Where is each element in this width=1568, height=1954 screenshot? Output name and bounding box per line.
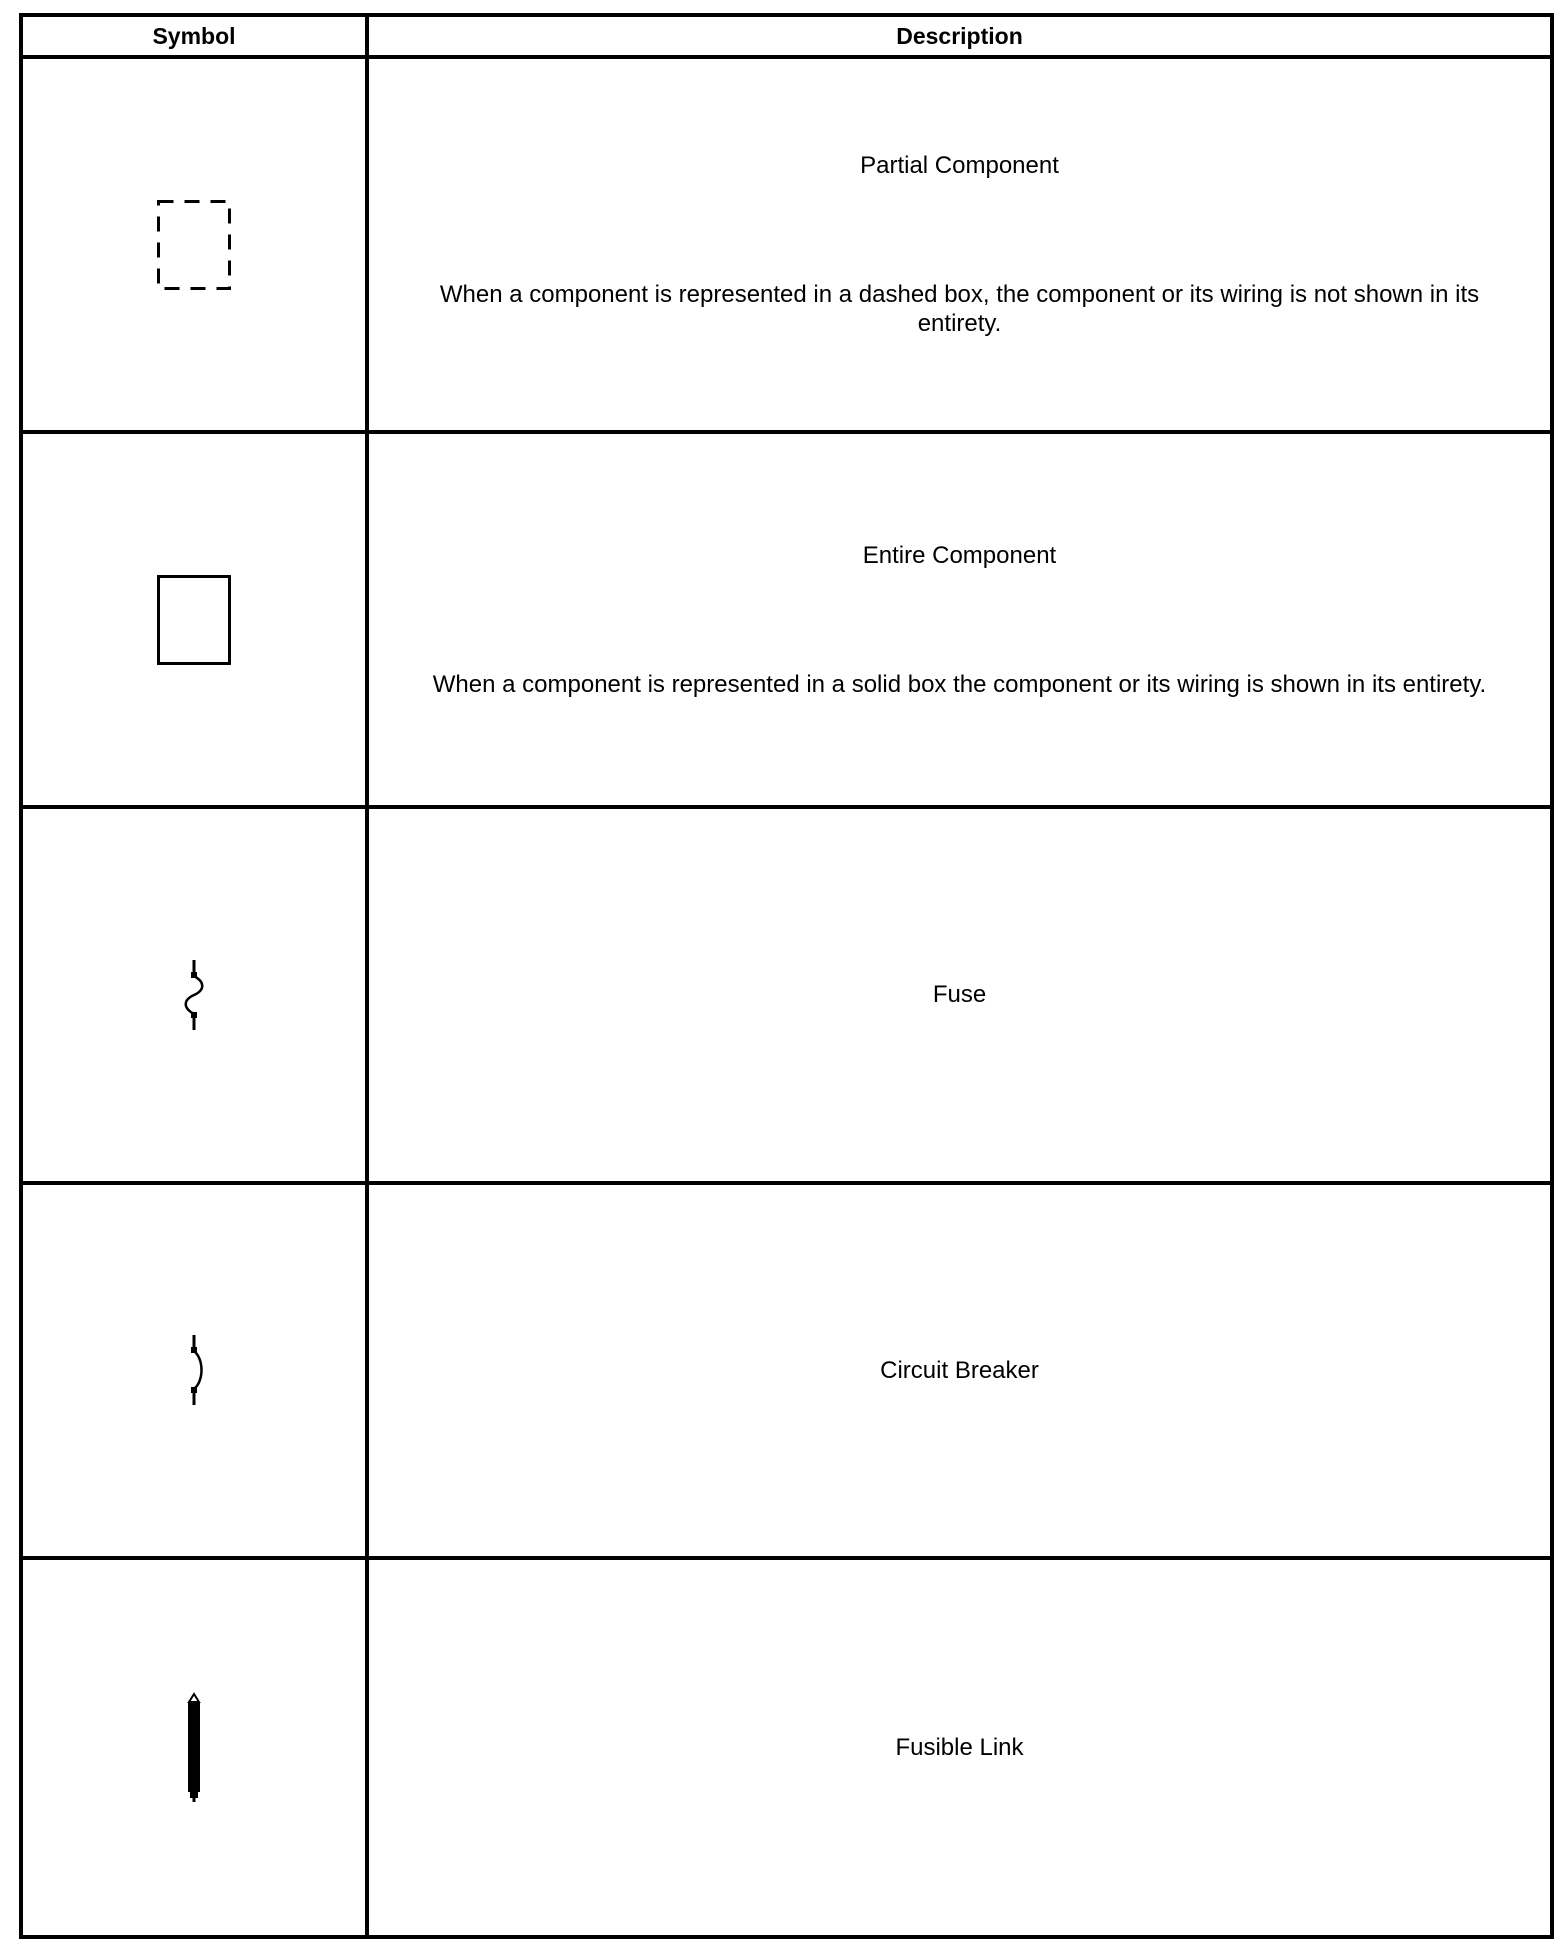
table-row-description [369, 1185, 1550, 1560]
table-row-symbol [23, 1185, 369, 1560]
circuit-breaker-icon [179, 1335, 209, 1405]
component-title: Circuit Breaker [880, 1356, 1039, 1384]
symbol-legend-table [19, 13, 1554, 1939]
component-title: Fusible Link [895, 1733, 1024, 1761]
table-row-description [369, 434, 1550, 809]
table-row-description [369, 59, 1550, 434]
component-title: Partial Component [860, 152, 1059, 180]
fusible-link-icon [179, 1692, 209, 1802]
component-title: Entire Component [862, 541, 1057, 569]
table-row-symbol [23, 434, 369, 809]
component-title: Fuse [932, 981, 987, 1009]
table-row-description [369, 809, 1550, 1184]
solid-box-icon [157, 575, 231, 665]
table-row-symbol [23, 59, 369, 434]
header-symbol: Symbol [23, 17, 369, 59]
table-row-symbol [23, 1560, 369, 1935]
component-description: When a component is represented in a dashed box, the component or its wiring is not shown in its entirety. [439, 281, 1480, 338]
table-row-symbol [23, 809, 369, 1184]
dashed-box-icon [157, 200, 231, 290]
table-row-description [369, 1560, 1550, 1935]
header-description: Description [369, 17, 1550, 59]
component-description: When a component is represented in a solid box the component or its wiring is shown in its entirety. [432, 670, 1487, 698]
fuse-icon [179, 960, 209, 1030]
